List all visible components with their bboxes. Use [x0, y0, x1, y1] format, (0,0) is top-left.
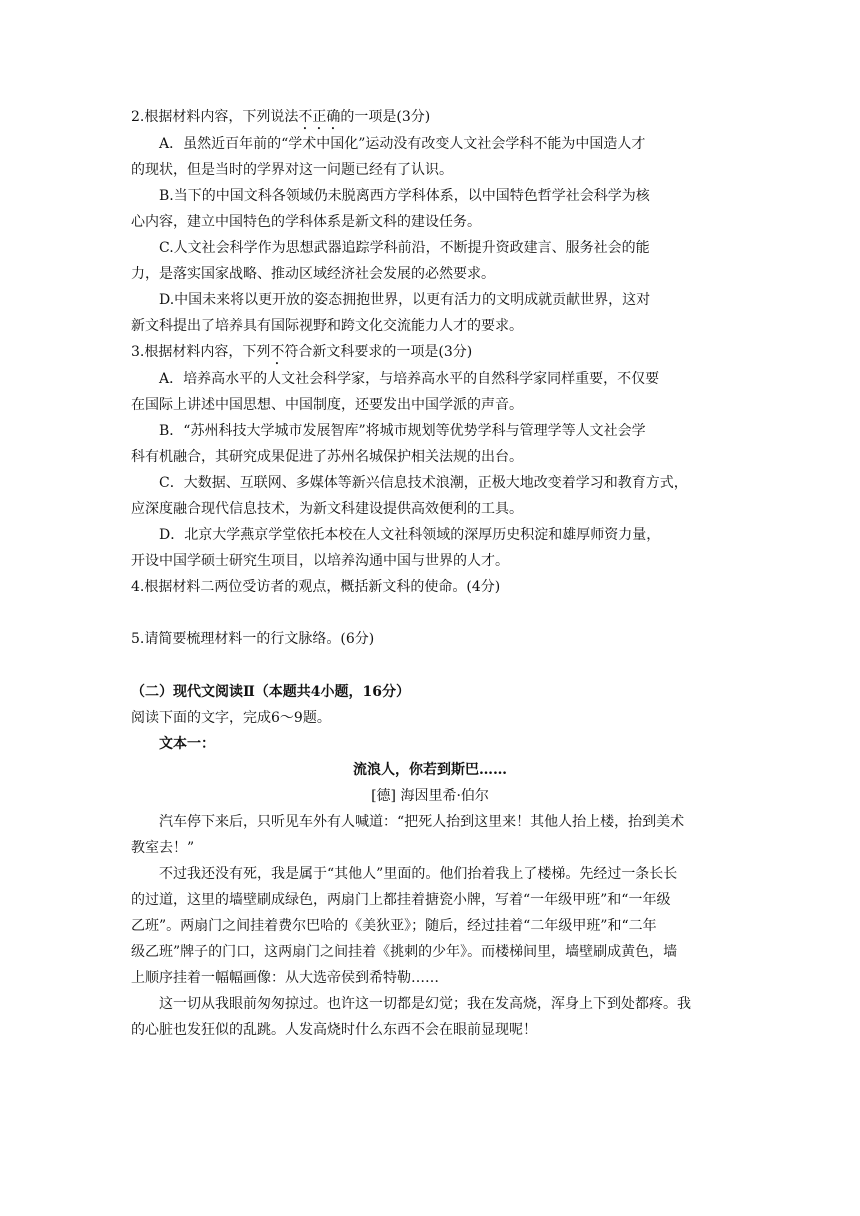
story-p2-line5: 上顺序挂着一幅幅画像：从大选帝侯到希特勒…… [131, 970, 439, 986]
q2-stem-post: 的一项是(3分) [340, 109, 431, 125]
q2-stem-emphasis: 不正确 [298, 109, 341, 125]
q3-option-d-line2: 开设中国学硕士研究生项目，以培养沟通中国与世界的人才。 [131, 553, 509, 569]
q2-option-a-line1: A．虽然近百年前的“学术中国化”运动没有改变人文社会学科不能为中国造人才 [159, 136, 646, 152]
q3-stem [131, 342, 472, 362]
story-p1-line2: 教室去！” [131, 840, 195, 856]
section-title: （二）现代文阅读Ⅱ（本题共4小题，16分） [131, 684, 411, 700]
story-title: 流浪人，你若到斯巴…… [353, 762, 507, 778]
q3-stem-post: 符合新文科要求的一项是(3分) [284, 344, 473, 360]
text-one-label: 文本一： [159, 736, 215, 752]
q3-option-a-line1: A．培养高水平的人文社会科学家，与培养高水平的自然科学家同样重要，不仅要 [159, 371, 660, 387]
q2-option-d-line1: D.中国未来将以更开放的姿态拥抱世界，以更有活力的文明成就贡献世界，这对 [159, 292, 651, 308]
story-p1-line1: 汽车停下来后，只听见车外有人喊道：“把死人抬到这里来！其他人抬上楼，抬到美术 [159, 814, 685, 830]
q2-option-b-line2: 心内容，建立中国特色的学科体系是新文科的建设任务。 [131, 214, 481, 230]
q2-option-a-line2: 的现状，但是当时的学界对这一问题已经有了认识。 [131, 162, 453, 178]
q2-option-b-line1: B.当下的中国文科各领域仍未脱离西方学科体系，以中国特色哲学社会科学为核 [159, 188, 650, 204]
q3-option-d-line1: D．北京大学燕京学堂依托本校在人文社科领域的深厚历史积淀和雄厚师资力量， [159, 527, 661, 543]
q3-option-b-line2: 科有机融合，其研究成果促进了苏州名城保护相关法规的出台。 [131, 449, 523, 465]
q3-stem-emphasis: 不 [270, 344, 285, 360]
story-p2-line3: 乙班”。两扇门之间挂着费尔巴哈的《美狄亚》；随后，经过挂着“二年级甲班”和“二年 [131, 918, 657, 934]
story-p3-line2: 的心脏也发狂似的乱跳。人发高烧时什么东西不会在眼前显现呢！ [131, 1022, 537, 1038]
story-p3-line1: 这一切从我眼前匆匆掠过。也许这一切都是幻觉；我在发高烧，浑身上下到处都疼。我 [159, 996, 691, 1012]
q4-stem: 4.根据材料二两位受访者的观点，概括新文科的使命。(4分) [131, 579, 501, 595]
story-p2-line1: 不过我还没有死，我是属于“其他人”里面的。他们抬着我上了楼梯。先经过一条长长 [159, 866, 678, 882]
story-author: [德] 海因里希·伯尔 [371, 788, 489, 804]
section-instruction: 阅读下面的文字，完成6～9题。 [131, 710, 331, 726]
story-p2-line4: 级乙班”牌子的门口，这两扇门之间挂着《挑刺的少年》。而楼梯间里，墙壁刷成黄色，墙 [131, 944, 678, 960]
q3-stem-pre: 3.根据材料内容，下列 [131, 344, 271, 360]
q3-option-a-line2: 在国际上讲述中国思想、中国制度，还要发出中国学派的声音。 [131, 397, 523, 413]
q2-stem [131, 107, 430, 127]
q3-option-c-line2: 应深度融合现代信息技术，为新文科建设提供高效便利的工具。 [131, 501, 523, 517]
q2-stem-pre: 2.根据材料内容，下列说法 [131, 109, 299, 125]
q3-option-b-line1: B．“苏州科技大学城市发展智库”将城市规划等优势学科与管理学等人文社会学 [159, 423, 646, 439]
q5-stem: 5.请简要梳理材料一的行文脉络。(6分) [131, 631, 375, 647]
q2-option-d-line2: 新文科提出了培养具有国际视野和跨文化交流能力人才的要求。 [131, 318, 523, 334]
q2-option-c-line1: C.人文社会科学作为思想武器追踪学科前沿，不断提升资政建言、服务社会的能 [159, 240, 650, 256]
q2-option-c-line2: 力，是落实国家战略、推动区域经济社会发展的必然要求。 [131, 266, 495, 282]
q3-option-c-line1: C．大数据、互联网、多媒体等新兴信息技术浪潮，正极大地改变着学习和教育方式， [159, 475, 688, 491]
story-p2-line2: 的过道，这里的墙壁刷成绿色，两扇门上都挂着搪瓷小牌，写着“一年级甲班”和“一年级 [131, 892, 671, 908]
